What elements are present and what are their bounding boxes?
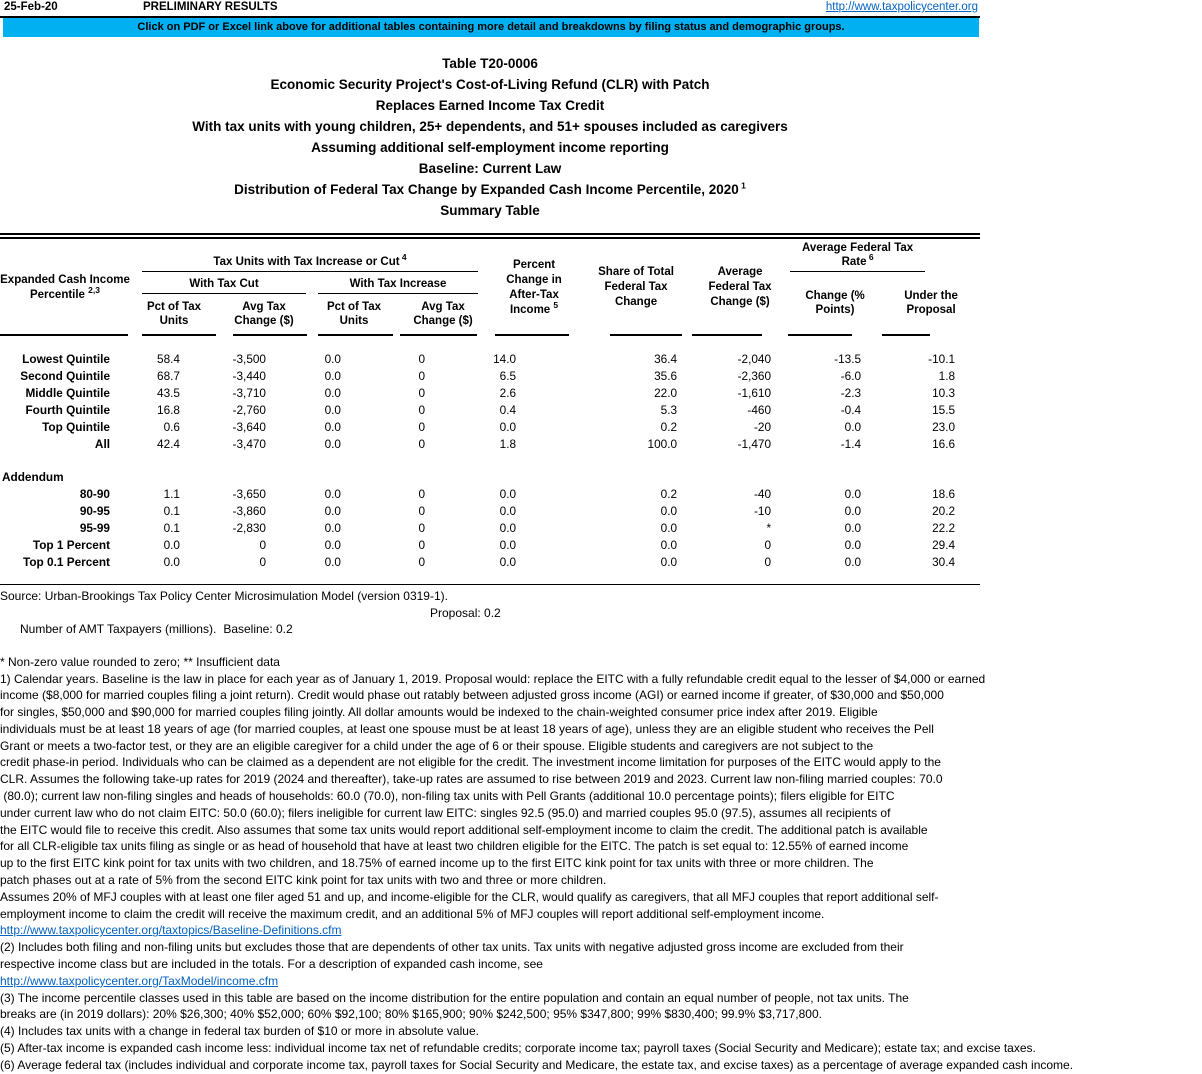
cell-value: 0.6: [163, 419, 180, 434]
cell-value: 43.5: [157, 385, 180, 400]
cell-value: -13.5: [834, 351, 862, 366]
footnote-line: employment income to claim the credit will receive the maximum credit, and an additional 5% of MFJ couples will report additional self-employment income.: [0, 906, 825, 921]
cell-value: 35.6: [654, 368, 678, 383]
cell-value: 0.0: [844, 537, 862, 552]
amt-baseline-value: Baseline: 0.2: [223, 622, 293, 636]
taxpolicycenter-link[interactable]: http://www.taxpolicycenter.org: [825, 1, 978, 13]
row-label: Top Quintile: [42, 419, 110, 434]
summary-table-area: [0, 233, 980, 585]
cell-value: 18.6: [932, 486, 956, 501]
cell-value: 0.1: [163, 503, 180, 518]
title-line: With tax units with young children, 25+ dependents, and 51+ spouses included as caregivers: [192, 119, 788, 134]
tax-units-footnote-ref: 4: [401, 252, 407, 263]
cell-value: 0.0: [324, 385, 341, 400]
cell-value: 0: [418, 554, 426, 569]
cell-value: -2,360: [737, 368, 772, 383]
avgchg-line1: Average: [717, 266, 763, 278]
table-bottom-rule: [0, 584, 980, 585]
col-group-with-tax-cut: With Tax Cut: [130, 272, 310, 294]
cell-value: -2,830: [232, 520, 266, 535]
cell-value: -460: [747, 402, 772, 417]
footnote-line: up to the first EITC kink point for tax units with two children, and 18.75% of earned income up to the first EITC kink point for tax units with three or more children. The: [0, 856, 874, 871]
cell-value: 0: [418, 436, 426, 451]
cell-value: 0: [259, 554, 266, 569]
cell-value: 0.0: [324, 503, 341, 518]
footnote-line: for singles, $50,000 and $90,000 for married couples filing jointly. All dollar amounts would be indexed to the chain-weighted consumer price index after 2019. Eligible: [0, 705, 878, 720]
tax-units-group-label: Tax Units with Tax Increase or Cut: [213, 256, 400, 268]
footnote-line: patch phases out at a rate of 5% from the second EITC kink point for tax units with two and three or more children.: [0, 873, 607, 888]
cell-value: 36.4: [654, 351, 678, 366]
cell-value: 0.2: [660, 419, 678, 434]
cell-value: 0.0: [324, 520, 341, 535]
cell-value: 0.0: [844, 503, 862, 518]
row-label: Top 1 Percent: [32, 537, 110, 552]
footnote-line: Assumes 20% of MFJ couples with at least one filer aged 51 and up, and income-eligible for the CLR, would qualify as caregivers, that all MFJ couples that report additional self-: [0, 889, 939, 904]
cell-value: 0.0: [844, 419, 862, 434]
cell-value: -3,860: [232, 503, 266, 518]
cell-value: 0.0: [499, 537, 517, 552]
cell-value: 0: [418, 503, 426, 518]
cell-value: 0: [259, 537, 266, 552]
avgchg-line2: Federal Tax: [708, 281, 772, 293]
cell-value: 0.0: [324, 402, 341, 417]
cell-value: 1.8: [499, 436, 517, 451]
cell-value: 6.5: [499, 368, 517, 383]
cell-value: 16.8: [157, 402, 180, 417]
ati-line4: Income: [509, 303, 551, 316]
col-header-avg-change-cut: Avg Tax Change ($): [234, 301, 294, 327]
cell-value: -40: [753, 486, 772, 501]
cell-value: -0.4: [840, 402, 862, 417]
cell-value: 0: [764, 554, 772, 569]
eci-line1: Expanded Cash Income: [0, 273, 130, 286]
table-header: [0, 241, 980, 338]
cell-value: 30.4: [932, 554, 956, 569]
title-line: Baseline: Current Law: [418, 161, 562, 176]
cell-value: 0.0: [844, 554, 862, 569]
footnote-line: [0, 973, 1202, 990]
cell-value: 0: [418, 368, 426, 383]
table-row: [0, 435, 980, 452]
cell-value: 0.0: [163, 537, 180, 552]
footnote-line: [0, 922, 1202, 939]
cell-value: 42.4: [157, 436, 180, 451]
table-row: [0, 553, 980, 570]
row-label: 80-90: [79, 486, 110, 501]
share-line2: Federal Tax: [604, 281, 668, 293]
title-line: Replaces Earned Income Tax Credit: [375, 98, 605, 113]
col-header-pct-units-increase: Pct of Tax Units: [326, 301, 382, 327]
cell-value: 0: [418, 385, 426, 400]
col-header-pct-change-after-tax-income: [488, 241, 580, 334]
cell-value: 0.0: [324, 486, 341, 501]
cell-value: 1.8: [938, 368, 956, 383]
cell-value: -2,040: [737, 351, 772, 366]
cell-value: -3,470: [232, 436, 266, 451]
cell-value: -2,760: [232, 402, 266, 417]
title-line: Summary Table: [440, 203, 540, 218]
col-header-rate-change-points: Change (% Points): [805, 290, 865, 316]
col-header-pct-units-cut: Pct of Tax Units: [146, 301, 202, 327]
row-label: Fourth Quintile: [25, 402, 110, 417]
footnote-line: the EITC would file to receive this credit. Also assumes that some tax units would report additional self-employment income to claim the credit. The additional patch is available: [0, 822, 928, 837]
spacer-cell: [0, 338, 980, 350]
footnote-line: (80.0); current law non-filing singles and heads of households: 60.0 (70.0), non-filing tax units with Pell Grants (additional 10.0 percentage points); filers eligible for EITC: [0, 789, 895, 804]
table-body: [0, 338, 980, 570]
cell-value: -6.0: [840, 368, 862, 383]
footnote-line: individuals must be at least 18 years of age (for married couples, at least one spouse must be at least 18 years of age), unless they are an eligible student who receives the Pell: [0, 721, 934, 736]
col-group-tax-units-increase-or-cut: [130, 241, 488, 272]
row-label: Middle Quintile: [25, 385, 110, 400]
cell-value: 0.0: [324, 436, 341, 451]
table-row: [0, 536, 980, 553]
table-row: [0, 350, 980, 367]
cell-value: 0.0: [660, 520, 678, 535]
cell-value: 0.0: [324, 351, 341, 366]
source-note: Source: Urban-Brookings Tax Policy Center Microsimulation Model (version 0319-1).: [0, 589, 448, 603]
footnote-line: 1) Calendar years. Baseline is the law in place for each year as of January 1, 2019. Proposal would: replace the EITC with a fully refundable credit equal to the lesser of $4,000 or earned: [0, 671, 986, 686]
table-row: [0, 485, 980, 502]
cell-value: 0.1: [163, 520, 180, 535]
table-row: [0, 401, 980, 418]
footnote-line: (4) Includes tax units with a change in federal tax burden of $10 or more in absolute value.: [0, 1024, 479, 1039]
row-label: All: [94, 436, 110, 451]
footnote-line: breaks are (in 2019 dollars): 20% $26,300; 40% $52,000; 60% $92,100; 80% $165,900; 90% $242,500; 95% $347,800; 99% $830,400; 99.9% $3,717,800.: [0, 1007, 822, 1022]
cell-value: 0: [418, 351, 426, 366]
cell-value: 0: [418, 537, 426, 552]
col-group-with-tax-increase: With Tax Increase: [310, 272, 488, 294]
addendum-label: Addendum: [2, 469, 64, 484]
cell-value: 0.0: [324, 368, 341, 383]
title-line: Economic Security Project's Cost-of-Living Refund (CLR) with Patch: [270, 77, 710, 92]
cell-value: -3,640: [232, 419, 266, 434]
top-meta-bar: [0, 0, 980, 18]
cell-value: 0.0: [499, 554, 517, 569]
footnote-line: (3) The income percentile classes used in this table are based on the income distribution for the entire population and contain an equal number of people, not tax units. The: [0, 990, 909, 1005]
row-label: Lowest Quintile: [22, 351, 110, 366]
row-label: 90-95: [79, 503, 110, 518]
cell-value: 0.0: [163, 554, 180, 569]
footnote-line: income ($8,000 for married couples filing a joint return). Credit would phase out ratably between adjusted gross income (AGI) or earned income if greater, of $30,000 and $50,000: [0, 688, 944, 703]
cell-value: 0.0: [499, 503, 517, 518]
title-block: [0, 53, 980, 221]
cell-value: 15.5: [932, 402, 956, 417]
cell-value: 0.0: [499, 520, 517, 535]
cell-value: 29.4: [932, 537, 956, 552]
footnote-line: for all CLR-eligible tax units filing as single or as head of household that have at least two children eligible for the EITC. The patch is set equal to: 12.55% of earned income: [0, 839, 909, 854]
cell-value: 16.6: [932, 436, 956, 451]
cell-value: 0.0: [499, 486, 517, 501]
cell-value: 0: [418, 419, 426, 434]
spacer-row: [0, 338, 980, 350]
footnote-line: under current law who do not claim EITC: 50.0 (60.0); filers ineligible for current law EITC: singles 92.5 (95.0) and married couples 95.0 (97.5), assumes all recipients of: [0, 805, 891, 820]
cell-value: 0.4: [499, 402, 517, 417]
cell-value: 5.3: [660, 402, 678, 417]
cell-value: 0: [418, 520, 426, 535]
cell-value: -3,440: [232, 368, 266, 383]
footnote-link[interactable]: http://www.taxpolicycenter.org/TaxModel/income.cfm: [0, 973, 279, 988]
title-line: Distribution of Federal Tax Change by Expanded Cash Income Percentile, 2020 $^1$: [234, 180, 746, 197]
amt-proposal-value: Proposal: 0.2: [430, 605, 501, 620]
ati-line2: Change in: [506, 273, 562, 286]
cell-value: 0.0: [499, 419, 517, 434]
cell-value: -1,610: [737, 385, 772, 400]
col-header-avg-federal-tax-change: [692, 241, 788, 334]
avg-rate-group-label: Average Federal Tax Rate: [801, 242, 914, 268]
table-row: [0, 519, 980, 536]
ati-line3: After-Tax: [509, 288, 559, 301]
cell-value: 68.7: [157, 368, 180, 383]
row-label: Second Quintile: [20, 368, 110, 383]
cell-value: -3,650: [232, 486, 266, 501]
footnote-line: (5) After-tax income is expanded cash income less: individual income tax net of refundable credits; corporate income tax; payroll taxes (Social Security and Medicare); estate tax; and excise taxes.: [0, 1041, 1036, 1056]
table-row: [0, 384, 980, 401]
cell-value: 1.1: [163, 486, 180, 501]
cell-value: 14.0: [493, 351, 517, 366]
cell-value: 0.0: [324, 537, 341, 552]
title-line: Table T20-0006: [442, 56, 538, 71]
footnote-line: CLR. Assumes the following take-up rates for 2019 (2024 and thereafter), take-up rates are assumed to rise between 2019 and 2023. Current law non-filing married couples: 70.0: [0, 772, 943, 787]
avgchg-line3: Change ($): [710, 296, 770, 308]
cell-value: 2.6: [499, 385, 517, 400]
share-line3: Change: [614, 296, 658, 308]
footnote-link[interactable]: http://www.taxpolicycenter.org/taxtopics/Baseline-Definitions.cfm: [0, 923, 342, 938]
preliminary-results-label: PRELIMINARY RESULTS: [143, 1, 278, 13]
share-line1: Share of Total: [598, 266, 674, 278]
table-row: [0, 367, 980, 384]
cell-value: 0.0: [660, 503, 678, 518]
footer-notes: [0, 588, 1202, 1074]
symbols-note: * Non-zero value rounded to zero; ** Insufficient data: [0, 655, 280, 669]
footnote-line: respective income class but are included in the totals. For a description of expanded cash income, see: [0, 957, 543, 972]
eci-footnote-ref: 2,3: [88, 284, 100, 295]
cell-value: 10.3: [932, 385, 956, 400]
table-row: [0, 418, 980, 435]
cell-value: 23.0: [932, 419, 956, 434]
cell-value: -10.1: [928, 351, 956, 366]
cell-value: 0: [418, 486, 426, 501]
cell-value: -1.4: [840, 436, 862, 451]
cell-value: 0.0: [660, 537, 678, 552]
cell-value: 0.0: [324, 419, 341, 434]
cell-value: 0: [764, 537, 772, 552]
cell-value: 20.2: [932, 503, 956, 518]
cell-value: 22.0: [654, 385, 678, 400]
cell-value: 0.0: [844, 520, 862, 535]
footnote-line: credit phase-in period. Individuals who can be claimed as a dependent are not eligible for the credit. The investment income limitation for purposes of the EITC would apply to the: [0, 755, 941, 770]
cell-value: 0.2: [660, 486, 678, 501]
addendum-header-row: [0, 468, 980, 485]
row-label: 95-99: [79, 520, 110, 535]
col-group-avg-federal-tax-rate: [788, 241, 980, 272]
cell-value: 0.0: [324, 554, 341, 569]
cell-value: -3,500: [232, 351, 266, 366]
footnote-line: (6) Average federal tax (includes individual and corporate income tax, payroll taxes for Social Security and Medicare, the estate tax, and excise taxes) as a percentage of average expanded cash income.: [0, 1057, 1074, 1072]
cell-value: 0.0: [844, 486, 862, 501]
row-label: Top 0.1 Percent: [23, 554, 110, 569]
cell-value: -3,710: [232, 385, 266, 400]
cell-value: -1,470: [737, 436, 772, 451]
spacer-row: [0, 452, 980, 468]
cell-value: 58.4: [157, 351, 180, 366]
ati-line1: Percent: [512, 258, 556, 271]
cell-value: -20: [753, 419, 772, 434]
cell-value: -10: [753, 503, 772, 518]
cell-value: *: [766, 520, 772, 535]
table-row: [0, 502, 980, 519]
distribution-table: [0, 241, 980, 570]
cell-value: 0: [418, 402, 426, 417]
cell-value: 0.0: [660, 554, 678, 569]
info-banner: Click on PDF or Excel link above for additional tables containing more detail and breakdowns by filing status and demographic groups.: [3, 18, 979, 37]
avg-rate-footnote-ref: 6: [868, 252, 874, 263]
footnote-line: (2) Includes both filing and non-filing units but excludes those that are dependents of other tax units. Tax units with negative adjusted gross income are excluded from their: [0, 940, 904, 955]
col-header-share-of-total-change: [580, 241, 692, 334]
amt-label: Number of AMT Taxpayers (millions).: [20, 622, 217, 636]
eci-line2: Percentile: [29, 288, 85, 301]
report-date: 25-Feb-20: [4, 1, 58, 13]
cell-value: -2.3: [840, 385, 862, 400]
col-header-eci-percentile: [0, 241, 130, 334]
amt-taxpayers-note: [0, 605, 1202, 655]
col-header-rate-under-proposal: Under the Proposal: [904, 290, 958, 316]
cell-value: 100.0: [647, 436, 678, 451]
footnote-line: Grant or meets a two-factor test, or they are an eligible caregiver for a child under the age of 6 or their spouse. Eligible students and caregivers are not subject to the: [0, 738, 874, 753]
col-header-avg-change-increase: Avg Tax Change ($): [413, 301, 473, 327]
title-line: Assuming additional self-employment income reporting: [311, 140, 669, 155]
spacer-cell: [0, 452, 980, 468]
cell-value: 22.2: [932, 520, 956, 535]
ati-footnote-ref: 5: [553, 299, 559, 310]
table-top-rule: [0, 233, 980, 239]
footnotes-block: [0, 671, 1202, 1074]
